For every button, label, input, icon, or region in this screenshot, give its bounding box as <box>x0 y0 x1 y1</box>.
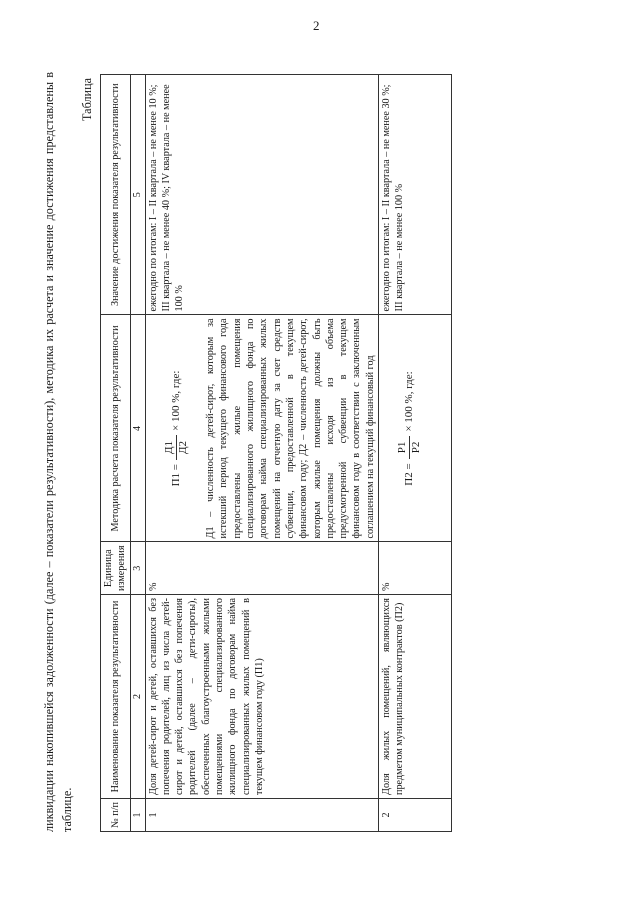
indicator-name: Доля жилых помещений, являющихся предметом муниципальных контрактов (П2) <box>379 595 452 799</box>
formula-rhs: × 100 %, где: <box>403 371 416 432</box>
column-number: 1 <box>130 799 145 832</box>
table-row <box>145 75 378 832</box>
column-number: 4 <box>130 315 145 542</box>
formula-denominator: Д2 <box>176 440 189 454</box>
column-number: 2 <box>130 595 145 799</box>
formula-numerator: Д1 <box>163 435 177 460</box>
table-caption: Таблица <box>80 78 94 121</box>
formula <box>396 319 424 539</box>
header-name: Наименование показателя результативности <box>101 595 131 799</box>
indicator-value: ежегодно по итогам: I – II квартала – не менее 30 %; III квартала – не менее 100 % <box>379 75 452 316</box>
row-num: 2 <box>379 799 452 832</box>
formula-numerator: Р1 <box>396 436 410 460</box>
indicator-value: ежегодно по итогам: I – II квартала – не менее 10 %; III квартала – не менее 40 %; IV квартала – не менее 100 % <box>145 75 378 316</box>
formula-fraction <box>396 436 424 460</box>
indicator-method <box>145 315 378 542</box>
rotated-page-content <box>40 72 600 832</box>
intro-paragraph: ликвидации накопившейся задолженности (далее – показатели результативности), методика их расчета и значение достижения представлены в таблице. <box>42 72 74 832</box>
formula-rhs: × 100 %, где: <box>169 370 182 431</box>
header-method: Методика расчета показателя результативности <box>101 315 131 542</box>
header-value: Значение достижения показателя результативности <box>101 75 131 316</box>
header-num: № п/п <box>101 799 131 832</box>
formula <box>163 319 191 539</box>
indicators-table <box>100 74 452 832</box>
indicator-unit: % <box>379 542 452 595</box>
column-number: 5 <box>130 75 145 316</box>
header-unit: Единица измерения <box>101 542 131 595</box>
indicator-name: Доля детей-сирот и детей, оставшихся без попечения родителей, лиц из числа детей-сирот и детей, оставшихся без попечения родителей (далее – дети-сироты), обеспеченных благоустроенными жилыми помещениями специализированного жилищного фонда по договорам найма специализированных жилых помещений в текущем финансовом году (П1) <box>145 595 378 799</box>
column-number: 3 <box>130 542 145 595</box>
table-header-row <box>101 75 131 832</box>
indicator-unit: % <box>145 542 378 595</box>
row-num: 1 <box>145 799 378 832</box>
formula-fraction <box>163 435 191 460</box>
page-number: 2 <box>313 18 320 33</box>
method-description: Д1 – численность детей-сирот, которым за истекший период текущего финансового года предоставлены жилые помещения специализированного жилищного фонда по договорам найма специализированных жилых помещений на отчетную дату за счет средств субвенции, предоставленной в текущем финансовом году; Д2 – численность детей-сирот, которым жилые помещения должны быть предоставлены исходя из объема предусмотренной субвенции в текущем финансовом году в соответствии с заключенным соглашением на текущий финансовый год <box>205 318 376 539</box>
formula-lhs: П2 = <box>403 463 416 486</box>
formula-lhs: П1 = <box>169 464 182 487</box>
indicator-method <box>379 315 452 542</box>
formula-denominator: Р2 <box>410 441 423 454</box>
column-number-row <box>130 75 145 832</box>
table-row <box>379 75 452 832</box>
